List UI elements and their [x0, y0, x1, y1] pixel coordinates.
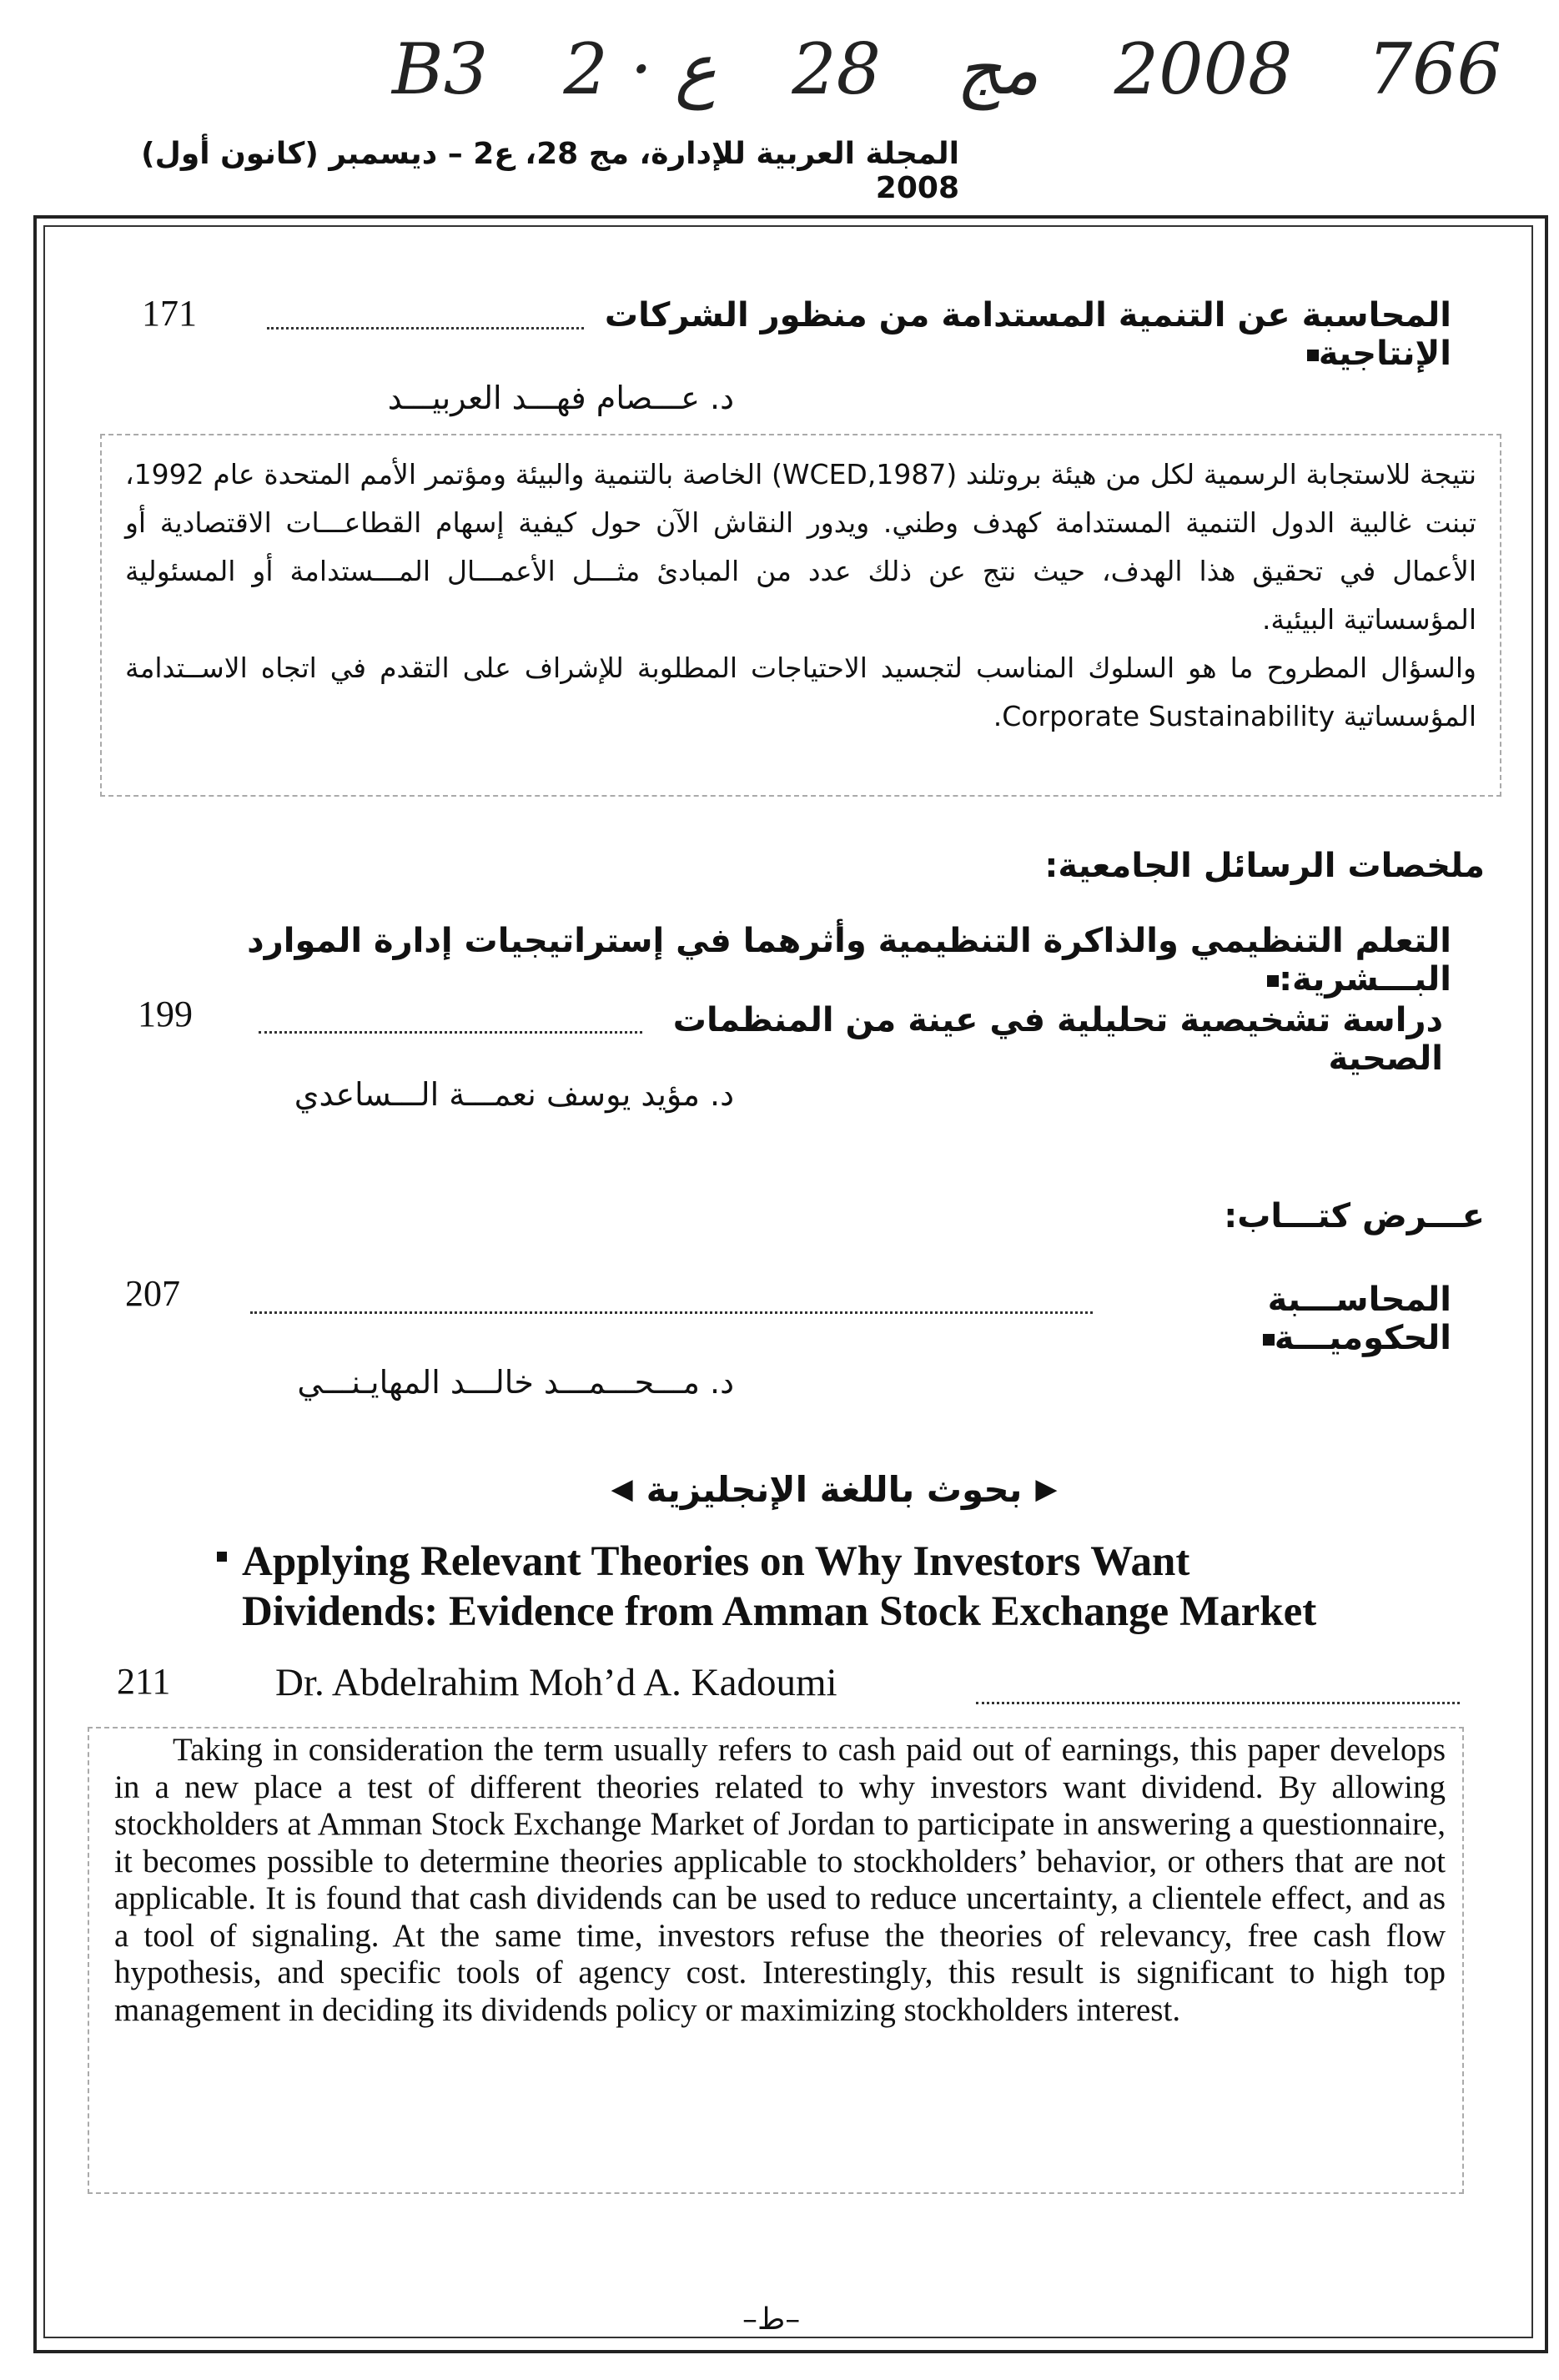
handwritten-vol-label: مج: [956, 28, 1039, 110]
entry-title: [234, 922, 1451, 999]
dot-leader: [250, 1311, 1093, 1314]
entry-author: د. مـــحـــمـــد خالـــد المهايـنـــي: [297, 1364, 734, 1401]
english-entry-title: [242, 1537, 1464, 1637]
arabic-abstract-box: [100, 434, 1501, 797]
handwritten-number: 766: [1367, 28, 1501, 110]
entry-author: د. مؤيد يوسف نعمـــة الـــساعدي: [294, 1076, 734, 1113]
handwritten-code: B3: [392, 28, 489, 110]
bullet-icon: [1307, 350, 1319, 361]
section-heading-english-research: [584, 1460, 1084, 1518]
entry-author: د. عـــصام فهـــد العربيـــد: [387, 380, 734, 416]
english-research-label: بحوث باللغة الإنجليزية: [646, 1468, 1023, 1510]
entry-title-text: التعلم التنظيمي والذاكرة التنظيمية وأثرهما في إستراتيجيات إدارة الموارد البـــشرية:: [247, 922, 1451, 999]
triangle-right-icon: ▶: [1035, 1472, 1058, 1506]
english-title-line1: Applying Relevant Theories on Why Investors Want: [242, 1538, 1190, 1585]
english-abstract-box: [88, 1727, 1464, 2194]
dot-leader: [259, 1031, 642, 1034]
journal-header: المجلة العربية للإدارة، مج 28، ع2 – ديسمبر (كانون أول) 2008: [141, 137, 959, 205]
entry-author: Dr. Abdelrahim Moh’d A. Kadoumi: [275, 1661, 837, 1704]
handwritten-issue: 2 · ع: [563, 28, 717, 110]
entry-title: [601, 296, 1451, 373]
page-footer-mark: –ط–: [742, 2302, 801, 2337]
abstract-paragraph: Taking in consideration the term usually refers to cash paid out of earnings, this paper develops in a new place a test of different theories related to why investors want dividend. By allowing stockholders at Amman Stock Exchange Market of Jordan to participate in answering a questionnaire, it becomes possible to determine theories applicable to stockholders’ behavior, or others that are not applicable. It is found that cash dividends can be used to reduce uncertainty, a clientele effect, and as a tool of signaling. At the same time, investors refuse the theories of relevancy, free cash flow hypothesis, and specific tools of agency cost. Interestingly, this result is significant to high top management in deciding its dividends policy or maximizing stockholders interest.: [114, 1732, 1446, 2028]
section-heading-thesis: ملخصات الرسائل الجامعية:: [1044, 847, 1485, 885]
entry-page-number: 207: [125, 1273, 180, 1314]
handwritten-annotation: [392, 23, 1501, 115]
bullet-icon: [217, 1552, 227, 1562]
entry-page-number: 199: [138, 994, 193, 1034]
entry-title-text: المحاســـبة الحكوميـــة: [1267, 1281, 1451, 1357]
dot-leader: [976, 1702, 1460, 1704]
triangle-left-icon: ◀: [611, 1472, 633, 1506]
abstract-paragraph: والسؤال المطروح ما هو السلوك المناسب لتجسيد الاحتياجات المطلوبة للإشراف على التقدم في اتجاه الاســتدامة المؤسساتية Corporate Sustainability.: [125, 652, 1476, 732]
handwritten-volume: 28: [792, 28, 882, 110]
abstract-paragraph: نتيجة للاستجابة الرسمية لكل من هيئة بروتلند (WCED,1987) الخاصة بالتنمية والبيئة ومؤتمر الأمم المتحدة عام 1992، تبنت غالبية الدول التنمية المستدامة كهدف وطني. ويدور النقاش الآن حول كيفية إسهام القطاعـــات الاقتصادية أو الأعمال في تحقيق هذا الهدف، حيث نتج عن ذلك عدد من المبادئ مثـــل الأعمـــال المـــستدامة أو المسئولية المؤسساتية البيئية.: [125, 458, 1477, 636]
bullet-icon: [1263, 1334, 1275, 1346]
entry-title-text: المحاسبة عن التنمية المستدامة من منظور الشركات الإنتاجية: [604, 296, 1451, 373]
section-heading-book: عـــرض كتـــاب:: [1224, 1197, 1485, 1235]
entry-title: [1101, 1281, 1451, 1357]
english-title-line2: Dividends: Evidence from Amman Stock Exchange Market: [242, 1588, 1317, 1635]
entry-page-number: 171: [142, 293, 197, 334]
bullet-icon: [1267, 975, 1279, 987]
entry-page-number: 211: [117, 1661, 171, 1702]
entry-title-line2: دراسة تشخيصية تحليلية في عينة من المنظمات الصحية: [672, 1001, 1443, 1078]
dot-leader: [267, 327, 584, 330]
handwritten-year: 2008: [1114, 28, 1293, 110]
